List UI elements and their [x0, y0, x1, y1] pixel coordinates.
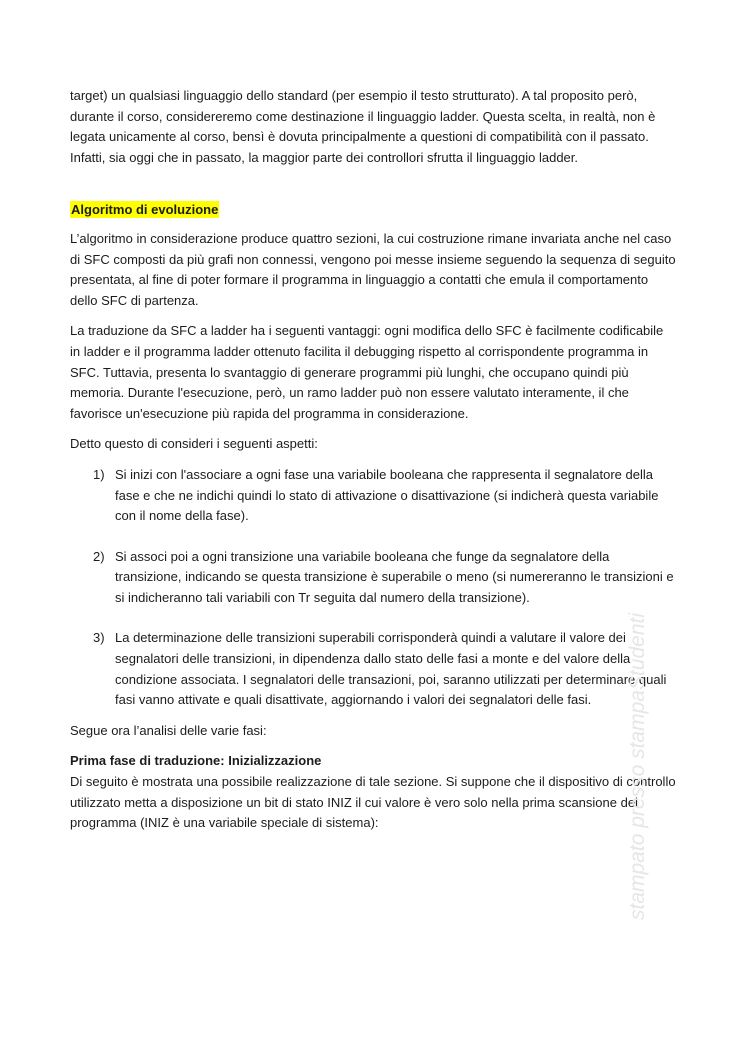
document-page: [70, 86, 676, 844]
intro-paragraph: target) un qualsiasi linguaggio dello standard (per esempio il testo strutturato). A tal proposito però, durante il corso, considereremo come destinazione il linguaggio ladder. Questa scelta, in realtà, non è legata unicamente al corso, bensì è dovuta principalmente a questioni di compatibilità con il passato. Infatti, sia oggi che in passato, la maggior parte dei controllori sfrutta il linguaggio ladder.: [70, 88, 656, 165]
steps-list: [70, 465, 676, 711]
section-heading: Algoritmo di evoluzione: [71, 202, 219, 218]
list-item: [70, 547, 676, 609]
list-item-text: Si inizi con l'associare a ogni fase una variabile booleana che rappresenta il segnalatore della fase e che ne indichi quindi lo stato di attivazione o disattivazione (si indicherà questa variabile con il nome della fase).: [115, 466, 659, 524]
list-item-number: 2): [93, 548, 105, 564]
subheading: Prima fase di traduzione: Inizializzazione: [70, 753, 322, 769]
list-item-number: 3): [93, 630, 105, 646]
section-heading-wrap: [70, 200, 676, 221]
list-item-text: Si associ poi a ogni transizione una variabile booleana che funge da segnalatore della transizione, indicando se questa transizione è superabile o meno (si numereranno le transizioni e si indicheranno tali variabili con Tr seguita dal numero della transizione).: [115, 548, 674, 605]
list-item: [70, 628, 676, 710]
list-item-number: 1): [93, 466, 105, 482]
paragraph-2: La traduzione da SFC a ladder ha i seguenti vantaggi: ogni modifica dello SFC è facilmente codificabile in ladder e il programma ladder ottenuto facilita il debugging rispetto al corrispondente programma in SFC. Tuttavia, presenta lo svantaggio di generare programmi più lunghi, che occupano quindi più memoria. Durante l'esecuzione, però, un ramo ladder può non essere valutato interamente, il che favorisce un'esecuzione più rapida del programma in considerazione.: [70, 323, 664, 421]
paragraph-5: Di seguito è mostrata una possibile realizzazione di tale sezione. Si suppone che il dispositivo di controllo utilizzato metta a disposizione un bit di stato INIZ il cui valore è vero solo nella prima scansione del programma (INIZ è una variabile speciale di sistema):: [70, 774, 676, 831]
list-item-text: La determinazione delle transizioni superabili corrisponderà quindi a valutare il valore dei segnalatori delle transizioni, in dipendenza dallo stato delle fasi a monte e del valore della condizione associata. I segnalatori delle transazioni, poi, saranno utilizzati per determinare quali fasi vanno attivate e quali disattivate, aggiornando i valori dei segnalatori delle fasi.: [115, 630, 667, 708]
paragraph-3: Detto questo di consideri i seguenti aspetti:: [70, 436, 318, 452]
watermark: stampato presso stampaStudenti: [626, 612, 649, 920]
paragraph-1: L’algoritmo in considerazione produce quattro sezioni, la cui costruzione rimane invariata anche nel caso di SFC composti da più grafi non connessi, vengono poi messe insieme seguendo la sequenza di seguito presentata, al fine di poter formare il programma in linguaggio a contatti che emula il comportamento dello SFC di partenza.: [70, 230, 676, 308]
paragraph-4: Segue ora l’analisi delle varie fasi:: [70, 722, 267, 738]
list-item: [70, 465, 676, 527]
